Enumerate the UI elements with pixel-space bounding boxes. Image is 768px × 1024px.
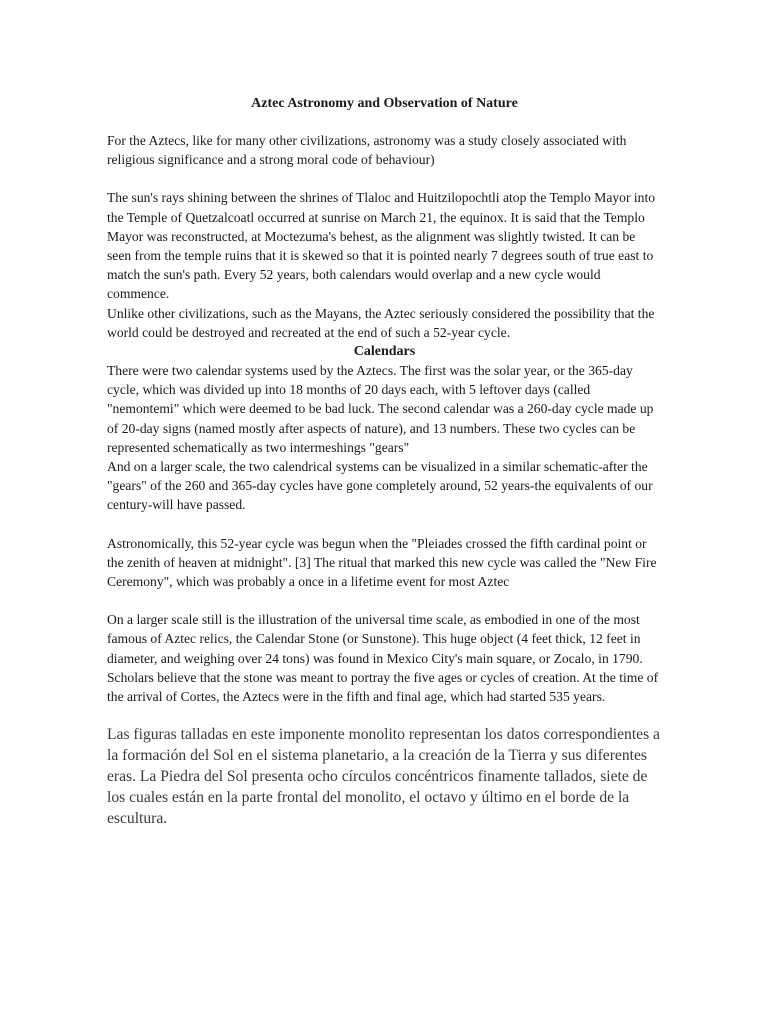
sunstone-paragraph: On a larger scale still is the illustration of the universal time scale, as embodied in one of the most famous of Aztec relics, the Calendar Stone (or Sunstone). This huge object (4 feet thick, 12 feet in diameter, and weighing over 24 tons) was found in Mexico City's main square, or Zocalo, in 1790. Scholars believe that the stone was meant to portray the five ages or cycles of creation. At the time of the arrival of Cortes, the Aztecs were in the fifth and final age, which had started 535 years. [107, 612, 659, 705]
document-page [107, 94, 662, 829]
intro-paragraph: For the Aztecs, like for many other civilizations, astronomy was a study closely associated with religious significance and a strong moral code of behaviour) [107, 133, 627, 168]
mayans-paragraph: Unlike other civilizations, such as the Mayans, the Aztec seriously considered the possibility that the world could be destroyed and recreated at the end of such a 52-year cycle. [107, 305, 655, 340]
calendars-paragraph: There were two calendar systems used by the Aztecs. The first was the solar year, or the 365-day cycle, which was divided up into 18 months of 20 days each, with 5 leftover days (called "nemontemi" which were deemed to be bad luck. The second calendar was a 260-day cycle made up of 20-day signs (named mostly after aspects of nature), and 13 numbers. These two cycles can be represented schematically as two intermeshings "gears" [107, 363, 654, 455]
document-title: Aztec Astronomy and Observation of Nature [251, 96, 518, 111]
calendars-heading: Calendars [353, 344, 416, 360]
equinox-paragraph: The sun's rays shining between the shrines of Tlaloc and Huitzilopochtli atop the Templo Mayor into the Temple of Quetzalcoatl occurred at sunrise on March 21, the equinox. It is said that the Templo Mayor was reconstructed, at Moctezuma's behest, as the alignment was slightly twisted. It can be seen from the temple ruins that it is skewed so that it is pointed nearly 7 degrees south of true east to match the sun's path. Every 52 years, both calendars would overlap and a new cycle would commence. [107, 190, 656, 302]
spanish-paragraph: Las figuras talladas en este imponente monolito representan los datos correspondientes a la formación del Sol en el sistema planetario, a la creación de la Tierra y sus diferentes eras. La Piedra del Sol presenta ocho círculos concéntricos finamente tallados, siete de los cuales están en la parte frontal del monolito, el octavo y último en el borde de la escultura. [107, 726, 660, 828]
gears-paragraph: And on a larger scale, the two calendrical systems can be visualized in a similar schematic-after the "gears" of the 260 and 365-day cycles have gone completely around, 52 years-the equivalents of our century-will have passed. [107, 459, 653, 513]
pleiades-paragraph: Astronomically, this 52-year cycle was begun when the "Pleiades crossed the fifth cardinal point or the zenith of heaven at midnight". [3] The ritual that marked this new cycle was called the "New Fire Ceremony", which was probably a once in a lifetime event for most Aztec [107, 535, 657, 590]
